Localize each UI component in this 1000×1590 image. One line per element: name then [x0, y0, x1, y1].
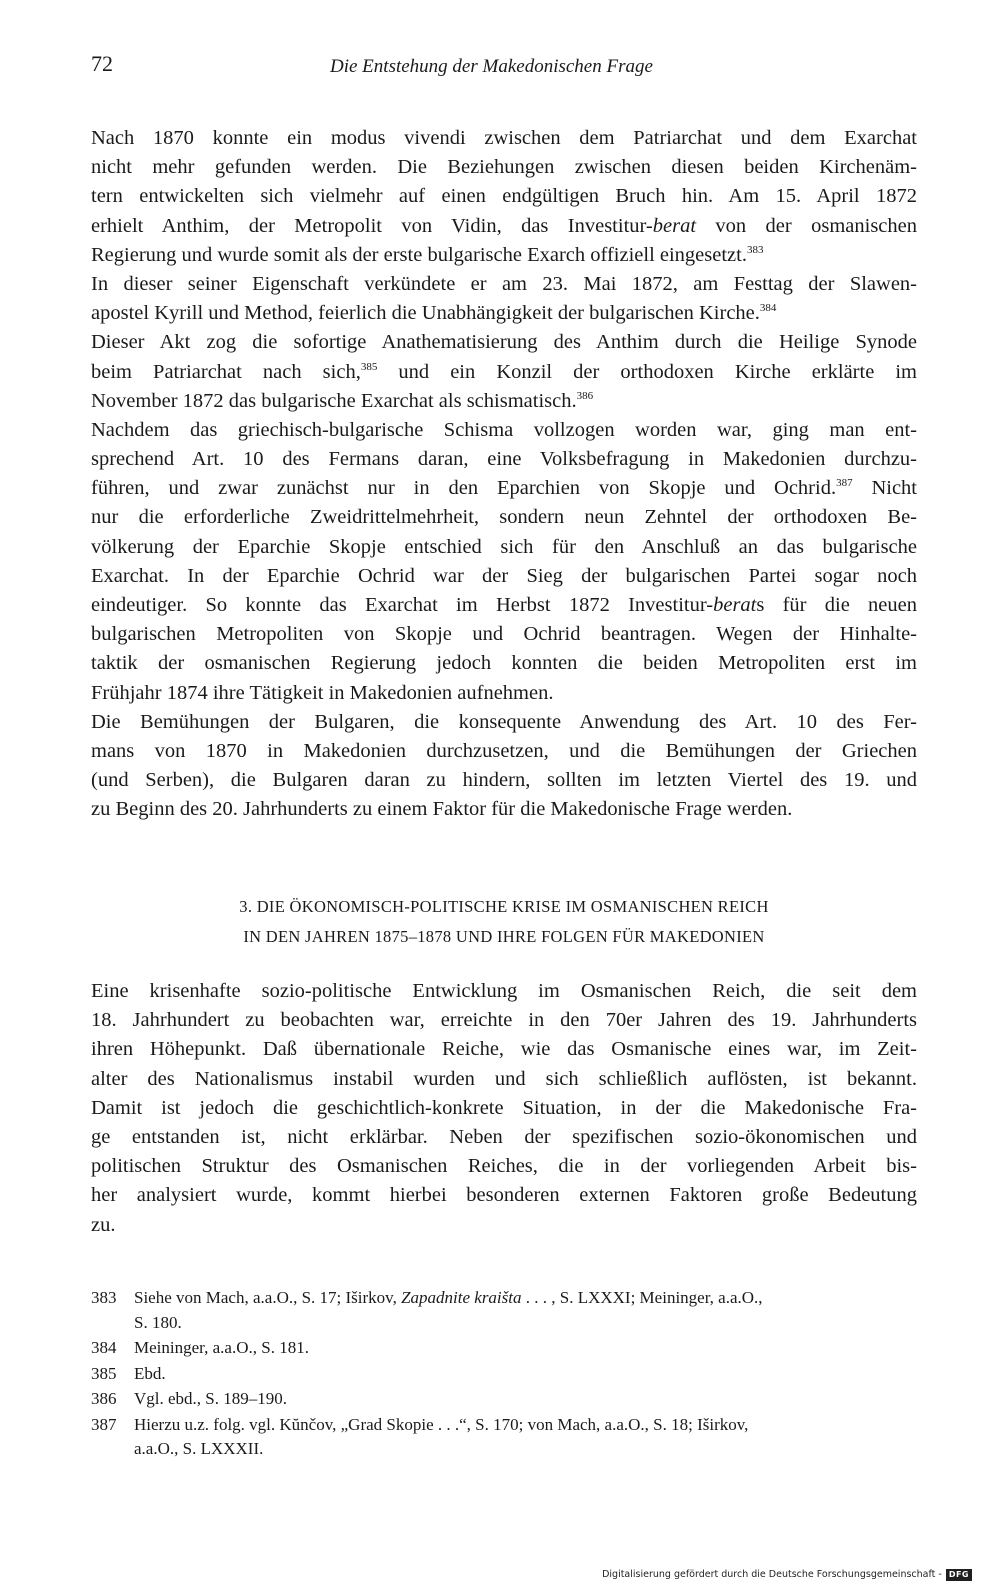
footnote-number: 385 — [91, 1363, 117, 1383]
body-text-part-1 — [91, 124, 917, 825]
text-run: (und Serben), die Bulgaren daran zu hindern, sollten im letzten Viertel des 19. und — [91, 769, 917, 792]
text-run: November 1872 das bulgarische Exarchat als schismatisch. — [91, 389, 577, 412]
footnote-text — [134, 1362, 917, 1387]
footnote-line — [134, 1362, 917, 1387]
section-heading — [91, 892, 917, 952]
footnote-ref: 383 — [746, 243, 764, 256]
text-line — [91, 620, 917, 649]
text-run: a.a.O., S. LXXXII. — [134, 1439, 264, 1458]
text-line — [91, 299, 917, 328]
funding-note — [602, 1568, 972, 1582]
section-heading-line-1: 3. DIE ÖKONOMISCH-POLITISCHE KRISE IM OSMANISCHEN REICH — [239, 897, 769, 916]
text-line — [91, 1094, 917, 1123]
funding-note-text: Digitalisierung gefördert durch die Deutsche Forschungsgemeinschaft - — [602, 1569, 942, 1580]
dfg-logo: DFG — [946, 1569, 972, 1581]
footnote-text — [134, 1336, 917, 1361]
footnote-ref: 387 — [836, 477, 853, 490]
section-heading-line-2: IN DEN JAHREN 1875–1878 UND IHRE FOLGEN FÜR MAKEDONIEN — [243, 927, 765, 946]
body-text-part-2 — [91, 977, 917, 1240]
footnote-line — [134, 1311, 917, 1336]
text-line — [91, 795, 917, 824]
text-line — [91, 1035, 917, 1064]
text-line — [91, 737, 917, 766]
text-run: politischen Struktur des Osmanischen Reiches, die in der vorliegenden Arbeit bis- — [91, 1155, 917, 1178]
text-line — [91, 182, 917, 211]
footnote — [91, 1387, 917, 1412]
footnote-number: 386 — [91, 1389, 117, 1408]
text-line — [91, 1065, 917, 1094]
text-line — [91, 212, 917, 241]
footnote-number: 384 — [91, 1338, 117, 1357]
text-run: Die Bemühungen der Bulgaren, die konsequente Anwendung des Art. 10 des Fer- — [91, 710, 917, 733]
footnote-line — [134, 1286, 917, 1311]
footnote — [91, 1413, 917, 1462]
text-line — [91, 153, 917, 182]
text-run: Nach 1870 konnte ein modus vivendi zwischen dem Patriarchat und dem Exarchat — [91, 127, 917, 149]
text-run: nur die erforderliche Zweidrittelmehrheit, sondern neun Zehntel der orthodoxen Be- — [91, 506, 917, 529]
text-run: völkerung der Eparchie Skopje entschied sich für den Anschluß an das bulgarische — [91, 535, 917, 558]
text-line — [91, 474, 917, 503]
text-run: Exarchat. In der Eparchie Ochrid war der Sieg der bulgarischen Partei sogar noch — [91, 564, 917, 587]
footnote-line — [134, 1413, 917, 1438]
text-line — [91, 708, 917, 737]
text-run: taktik der osmanischen Regierung jedoch konnten die beiden Metropoliten erst im — [91, 652, 917, 675]
footnote-number: 387 — [91, 1414, 117, 1434]
text-line — [91, 649, 917, 678]
text-line — [91, 679, 917, 708]
text-run: nicht mehr gefunden werden. Die Beziehungen zwischen diesen beiden Kirchenäm- — [91, 156, 917, 179]
footnote-ref: 384 — [759, 302, 777, 315]
text-line — [91, 270, 917, 299]
text-run: apostel Kyrill und Method, feierlich die Unabhängigkeit der bulgarischen Kirche. — [91, 302, 760, 325]
text-run: von der osmanischen — [696, 214, 917, 237]
footnote-line — [134, 1336, 917, 1361]
text-line — [91, 1006, 917, 1035]
footnote-ref: 385 — [360, 360, 378, 373]
text-run: 18. Jahrhundert zu beobachten war, erreichte in den 70er Jahren des 19. Jahrhunderts — [91, 1009, 917, 1032]
text-run: zu Beginn des 20. Jahrhunderts zu einem Faktor für die Makedonische Frage werden. — [91, 798, 793, 821]
footnotes — [91, 1286, 917, 1463]
text-run: In dieser seiner Eigenschaft verkündete er am 23. Mai 1872, am Festtag der Slawen- — [91, 272, 917, 295]
footnote-text — [134, 1286, 917, 1335]
text-run: und ein Konzil der orthodoxen Kirche erklärte im — [377, 360, 917, 383]
text-run: führen, und zwar zunächst nur in den Eparchien von Skopje und Ochrid. — [91, 477, 837, 500]
text-line — [91, 1152, 917, 1181]
text-run: tern entwickelten sich vielmehr auf einen endgültigen Bruch hin. Am 15. April 1872 — [91, 185, 917, 208]
text-run: Regierung und wurde somit als der erste bulgarische Exarch offiziell eingesetzt. — [91, 243, 747, 266]
italic-term: Zapadnite kraišta — [401, 1288, 522, 1307]
footnote — [91, 1362, 917, 1387]
text-line — [91, 503, 917, 532]
text-run: Frühjahr 1874 ihre Tätigkeit in Makedonien aufnehmen. — [91, 681, 554, 704]
text-run: her analysiert wurde, kommt hierbei besonderen externen Faktoren große Bedeutung — [91, 1184, 917, 1207]
text-line — [91, 241, 917, 270]
text-run: Ebd. — [134, 1363, 166, 1383]
text-line — [91, 562, 917, 591]
text-line — [91, 124, 917, 153]
text-run: Eine krisenhafte sozio-politische Entwicklung im Osmanischen Reich, die seit dem — [91, 980, 917, 1002]
page-number: 72 — [91, 51, 113, 76]
text-line — [91, 1181, 917, 1210]
text-run: Nachdem das griechisch-bulgarische Schisma vollzogen worden war, ging man ent- — [91, 418, 917, 441]
text-run: mans von 1870 in Makedonien durchzusetzen, und die Bemühungen der Griechen — [91, 739, 917, 762]
text-run: Vgl. ebd., S. 189–190. — [134, 1389, 287, 1408]
text-run: ihren Höhepunkt. Daß übernationale Reiche, wie das Osmanische eines war, im Zeit- — [91, 1038, 917, 1061]
text-run: Siehe von Mach, a.a.O., S. 17; Iširkov, — [134, 1288, 402, 1307]
text-run: Hierzu u.z. folg. vgl. Kŭnčov, „Grad Skopie . . .“, S. 170; von Mach, a.a.O., S. 18; Iširkov, — [134, 1414, 749, 1434]
text-run: Nicht — [852, 477, 918, 500]
footnote-line — [134, 1387, 917, 1412]
text-run: erhielt Anthim, der Metropolit von Vidin, das Investitur- — [91, 214, 653, 237]
footnote-text — [134, 1387, 917, 1412]
text-run: bulgarischen Metropoliten von Skopje und Ochrid beantragen. Wegen der Hinhalte- — [91, 623, 917, 646]
text-run: . . . , S. LXXXI; Meininger, a.a.O., — [521, 1288, 763, 1307]
text-run: sprechend Art. 10 des Fermans daran, eine Volksbefragung in Makedonien durchzu- — [91, 448, 917, 471]
footnote — [91, 1286, 917, 1335]
text-run: Dieser Akt zog die sofortige Anathematisierung des Anthim durch die Heilige Synode — [91, 331, 917, 354]
text-line — [91, 1211, 917, 1240]
text-run: S. 180. — [134, 1312, 182, 1332]
text-line — [91, 977, 917, 1006]
text-line — [91, 387, 917, 416]
text-run: zu. — [91, 1213, 116, 1236]
text-line — [91, 358, 917, 387]
text-line — [91, 328, 917, 357]
text-run: Damit ist jedoch die geschichtlich-konkrete Situation, in der die Makedonische Fra- — [91, 1096, 917, 1119]
text-run: eindeutiger. So konnte das Exarchat im Herbst 1872 Investitur- — [91, 594, 714, 616]
text-line — [91, 766, 917, 795]
text-run: Meininger, a.a.O., S. 181. — [134, 1338, 309, 1357]
text-run: alter des Nationalismus instabil wurden und sich schließlich auflösten, ist bekannt. — [91, 1067, 917, 1090]
italic-term: berat — [652, 214, 697, 237]
footnote-ref: 386 — [576, 389, 594, 402]
footnote-text — [134, 1413, 917, 1462]
text-run: ge entstanden ist, nicht erklärbar. Neben der spezifischen sozio-ökonomischen und — [91, 1125, 917, 1148]
text-line — [91, 416, 917, 445]
text-run: s für die neuen — [756, 594, 917, 616]
text-run: beim Patriarchat nach sich, — [91, 360, 361, 383]
text-line — [91, 533, 917, 562]
footnote-line — [134, 1437, 917, 1462]
text-line — [91, 445, 917, 474]
footnote — [91, 1336, 917, 1361]
running-title: Die Entstehung der Makedonischen Frage — [330, 56, 653, 77]
footnote-number: 383 — [91, 1288, 117, 1307]
italic-term: berat — [713, 594, 757, 616]
text-line — [91, 591, 917, 620]
text-line — [91, 1123, 917, 1152]
